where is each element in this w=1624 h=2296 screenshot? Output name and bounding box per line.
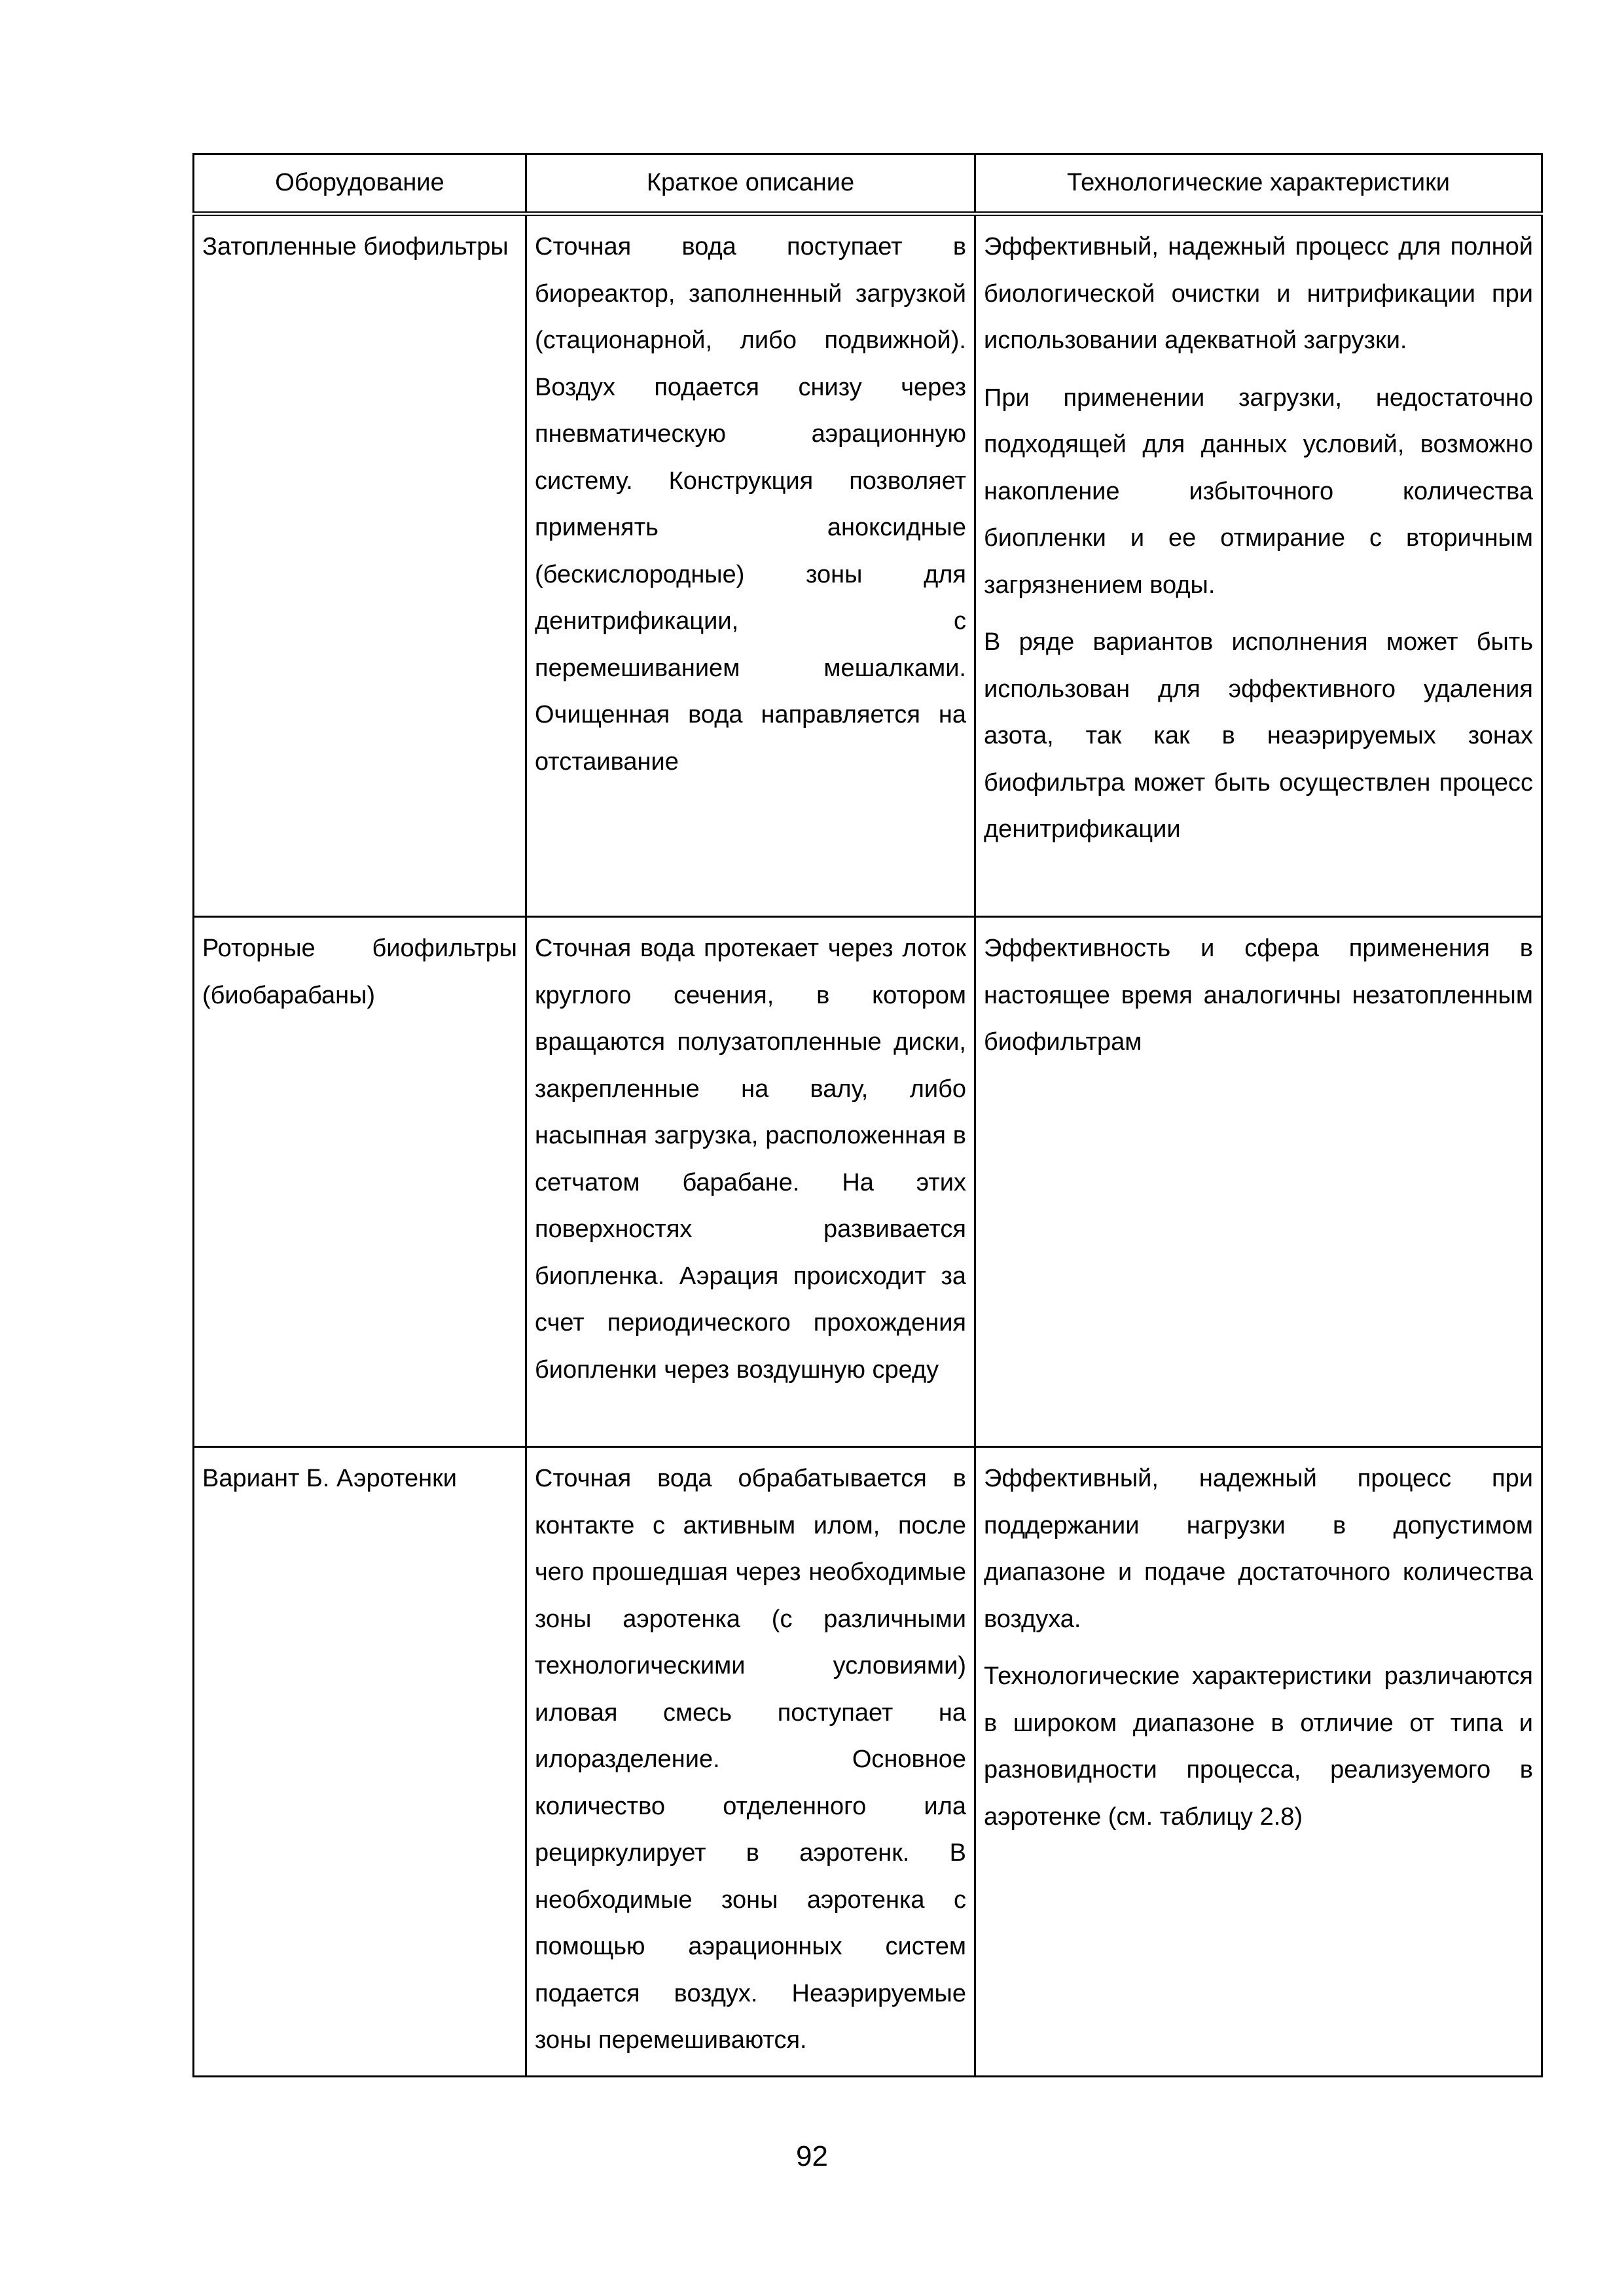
header-characteristics: Технологические характеристики <box>975 154 1542 214</box>
description-text: Сточная вода поступает в биореактор, заполненный загрузкой (стационарной, либо подвижной). Воздух подается снизу через пневматическую аэрационную систему. Конструкция позволяет применять аноксидные (бескислородные) зоны для денитрификации, с перемешиванием мешалками. Очищенная вода направляется на отстаивание <box>535 233 966 776</box>
cell-equipment <box>194 214 526 917</box>
characteristics-paragraph: Эффективный, надежный процесс для полной биологической очистки и нитрификации при использовании адекватной загрузки. <box>984 233 1533 354</box>
description-text: Сточная вода обрабатывается в контакте с активным илом, после чего прошедшая через необходимые зоны аэротенка (с различными технологическими условиями) иловая смесь поступает на илоразделение. Основное количество отделенного ила рециркулирует в аэротенк. В необходимые зоны аэротенка с помощью аэрационных систем подается воздух. Неаэрируемые зоны перемешиваются. <box>535 1465 966 2054</box>
characteristics-paragraph: Эффективный, надежный процесс при поддержании нагрузки в допустимом диапазоне и подаче достаточного количества воздуха. <box>984 1465 1533 1633</box>
cell-characteristics <box>975 917 1542 1447</box>
cell-description <box>526 1447 975 2077</box>
characteristics-paragraph: В ряде вариантов исполнения может быть использован для эффективного удаления азота, так как в неаэрируемых зонах биофильтра может быть осуществлен процесс денитрификации <box>984 628 1533 843</box>
cell-equipment <box>194 1447 526 2077</box>
table-row <box>194 1447 1542 2077</box>
cell-characteristics <box>975 214 1542 917</box>
table-row <box>194 917 1542 1447</box>
description-text: Сточная вода протекает через лоток круглого сечения, в котором вращаются полузатопленные диски, закрепленные на валу, либо насыпная загрузка, расположенная в сетчатом барабане. На этих поверхностях развивается биопленка. Аэрация происходит за счет периодического прохождения биопленки через воздушную среду <box>535 935 966 1384</box>
page-number: 92 <box>796 2140 828 2172</box>
characteristics-paragraph: Технологические характеристики различаются в широком диапазоне в отличие от типа и разновидности процесса, реализуемого в аэротенке (см. таблицу 2.8) <box>984 1662 1533 1831</box>
characteristics-paragraph: Эффективность и сфера применения в настоящее время аналогичны незатопленным биофильтрам <box>984 935 1533 1056</box>
cell-equipment <box>194 917 526 1447</box>
equipment-text: Затопленные биофильтры <box>202 233 509 260</box>
cell-description <box>526 214 975 917</box>
header-description: Краткое описание <box>526 154 975 214</box>
header-equipment: Оборудование <box>194 154 526 214</box>
characteristics-paragraph: При применении загрузки, недостаточно подходящей для данных условий, возможно накопление избыточного количества биопленки и ее отмирание с вторичным загрязнением воды. <box>984 384 1533 599</box>
equipment-text: Роторные биофильтры (биобарабаны) <box>202 935 517 1009</box>
cell-characteristics <box>975 1447 1542 2077</box>
equipment-table <box>192 153 1543 2077</box>
table-header-row <box>194 154 1542 214</box>
table-row <box>194 214 1542 917</box>
equipment-text: Вариант Б. Аэротенки <box>202 1465 457 1492</box>
cell-description <box>526 917 975 1447</box>
